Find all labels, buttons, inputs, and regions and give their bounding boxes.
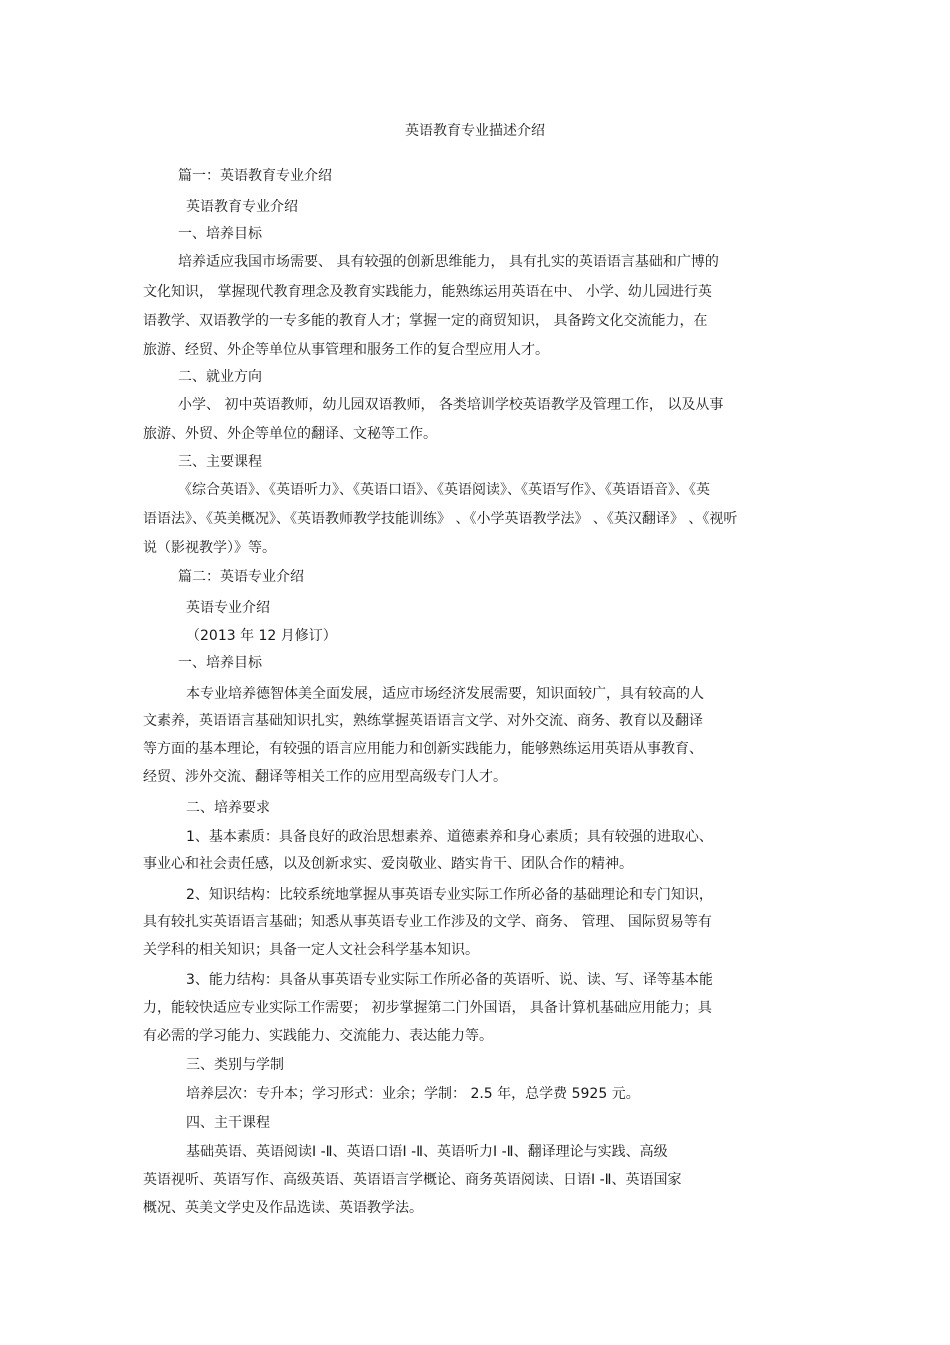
paragraph-line: 1、基本素质：具备良好的政治思想素养、道德素养和身心素质；具有较强的进取心、 xyxy=(186,829,713,845)
document-title: 英语教育专业描述介绍 xyxy=(405,123,545,139)
paragraph-line: 基础英语、英语阅读Ⅰ -Ⅱ、英语口语Ⅰ -Ⅱ、英语听力Ⅰ -Ⅱ、翻译理论与实践、高级 xyxy=(186,1144,668,1160)
paragraph-line: 说（影视教学）》等。 xyxy=(143,540,276,556)
paragraph-line: 旅游、外贸、外企等单位的翻译、文秘等工作。 xyxy=(143,426,437,442)
section-heading: 三、类别与学制 xyxy=(186,1057,284,1073)
paragraph-line: 有必需的学习能力、实践能力、交流能力、表达能力等。 xyxy=(143,1028,493,1044)
paragraph-line: 等方面的基本理论，有较强的语言应用能力和创新实践能力，能够熟练运用英语从事教育、 xyxy=(143,741,703,757)
paragraph-line: 语语法》、《英美概况》、《英语教师教学技能训练》 、《小学英语教学法》 、《英汉翻译》 、《视听 xyxy=(143,511,738,527)
part1-subtitle: 英语教育专业介绍 xyxy=(186,199,298,215)
section-heading: 四、主干课程 xyxy=(186,1115,270,1131)
part2-subtitle: 英语专业介绍 xyxy=(186,600,270,616)
paragraph-line: 培养适应我国市场需要、 具有较强的创新思维能力， 具有扎实的英语语言基础和广博的 xyxy=(178,254,719,270)
paragraph-line: 旅游、经贸、外企等单位从事管理和服务工作的复合型应用人才。 xyxy=(143,342,549,358)
paragraph-line: 经贸、涉外交流、翻译等相关工作的应用型高级专门人才。 xyxy=(143,769,507,785)
section-heading: 二、培养要求 xyxy=(186,800,270,816)
paragraph-line: 3、能力结构：具备从事英语专业实际工作所必备的英语听、说、读、写、译等基本能 xyxy=(186,972,713,988)
paragraph-line: 英语视听、英语写作、高级英语、英语语言学概论、商务英语阅读、日语Ⅰ -Ⅱ、英语国家 xyxy=(143,1172,682,1188)
section-heading: 一、培养目标 xyxy=(178,655,262,671)
paragraph-line: 本专业培养德智体美全面发展，适应市场经济发展需要，知识面较广，具有较高的人 xyxy=(186,686,704,702)
paragraph-line: 关学科的相关知识；具备一定人文社会科学基本知识。 xyxy=(143,942,479,958)
paragraph-line: 概况、英美文学史及作品选读、英语教学法。 xyxy=(143,1200,423,1216)
paragraph-line: 文素养，英语语言基础知识扎实，熟练掌握英语语言文学、对外交流、商务、教育以及翻译 xyxy=(143,713,703,729)
paragraph-line: 事业心和社会责任感，以及创新求实、爱岗敬业、踏实肯干、团队合作的精神。 xyxy=(143,856,633,872)
paragraph-line: 力，能较快适应专业实际工作需要； 初步掌握第二门外国语， 具备计算机基础应用能力；具 xyxy=(143,1000,712,1016)
section-heading: 一、培养目标 xyxy=(178,226,262,242)
part2-heading: 篇二：英语专业介绍 xyxy=(178,569,304,585)
paragraph-line: 《综合英语》、《英语听力》、《英语口语》、《英语阅读》、《英语写作》、《英语语音》、《英 xyxy=(178,482,710,498)
section-heading: 二、就业方向 xyxy=(178,369,262,385)
part1-heading: 篇一：英语教育专业介绍 xyxy=(178,168,332,184)
paragraph-line: 具有较扎实英语语言基础；知悉从事英语专业工作涉及的文学、商务、 管理、 国际贸易等有 xyxy=(143,914,712,930)
paragraph-line: 培养层次：专升本；学习形式：业余；学制： 2.5 年，总学费 5925 元。 xyxy=(186,1086,640,1102)
section-heading: 三、主要课程 xyxy=(178,454,262,470)
paragraph-line: 语教学、双语教学的一专多能的教育人才；掌握一定的商贸知识， 具备跨文化交流能力，在 xyxy=(143,313,708,329)
paragraph-line: 2、知识结构：比较系统地掌握从事英语专业实际工作所必备的基础理论和专门知识， xyxy=(186,887,713,903)
revision-note: （2013 年 12 月修订） xyxy=(186,628,337,644)
paragraph-line: 文化知识， 掌握现代教育理念及教育实践能力，能熟练运用英语在中、 小学、幼儿园进行英 xyxy=(143,284,712,300)
paragraph-line: 小学、 初中英语教师，幼儿园双语教师， 各类培训学校英语教学及管理工作， 以及从事 xyxy=(178,397,724,413)
